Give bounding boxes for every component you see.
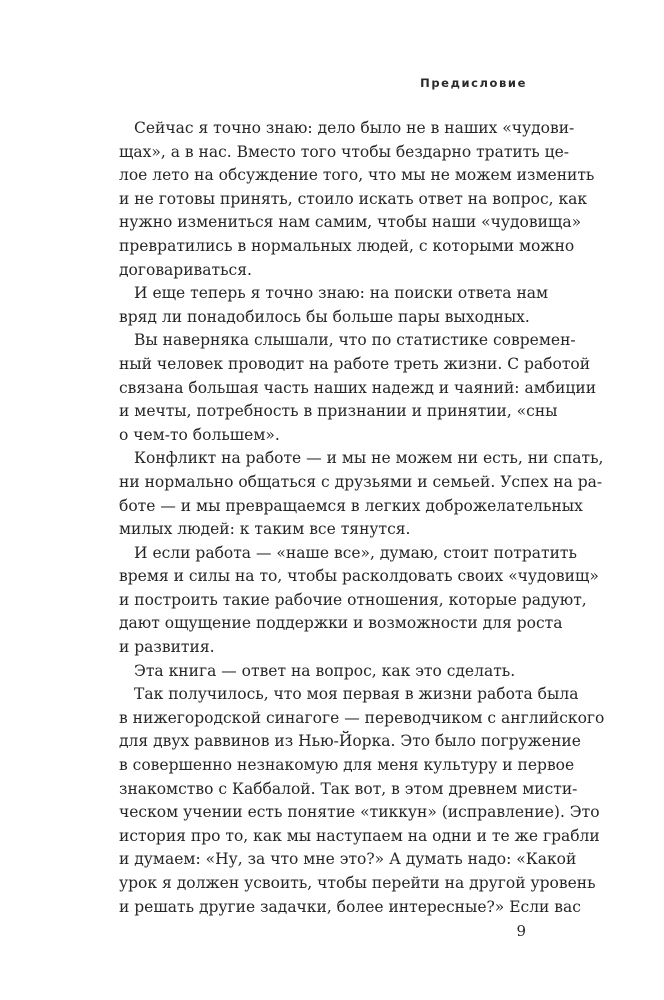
text-line: Вы наверняка слышали, что по статистике современ- [134, 331, 576, 350]
text-line: милых людей: к таким все тянутся. [119, 520, 411, 539]
text-line: Сейчас я точно знаю: дело было не в наших «чудови- [134, 119, 575, 137]
text-line: и решать другие задачки, более интересные?» Если вас [119, 897, 581, 916]
text-line: время и силы на то, чтобы расколдовать своих «чудовищ» [119, 567, 599, 586]
text-line: боте — и мы превращаемся в легких доброжелательных [119, 496, 583, 515]
text-line: дают ощущение поддержки и возможности для роста [119, 614, 563, 633]
text-line: и не готовы принять, стоило искать ответ на вопрос, как [119, 189, 588, 208]
text-line: щах», а в нас. Вместо того чтобы бездарно тратить це- [119, 142, 570, 161]
body-text [119, 117, 605, 919]
text-line: связана большая часть наших надежд и чаяний: амбиции [119, 378, 597, 397]
text-line: ческом учении есть понятие «тиккун» (исправление). Это [119, 803, 600, 822]
text-line: лое лето на обсуждение того, что мы не можем изменить [119, 166, 595, 185]
text-line: ный человек проводит на работе треть жизни. С работой [119, 354, 591, 373]
text-line: в совершенно незнакомую для меня культуру и первое [119, 756, 575, 775]
text-line: о чем-то большем». [119, 425, 280, 444]
text-line: нужно измениться нам самим, чтобы наши «чудовища» [119, 213, 582, 232]
text-line: и построить такие рабочие отношения, которые радуют, [119, 590, 587, 609]
text-line: для двух раввинов из Нью-Йорка. Это было погружение [119, 732, 581, 751]
text-line: и мечты, потребность в признании и принятии, «сны [119, 402, 558, 421]
text-line: вряд ли понадобилось бы больше пары выходных. [119, 307, 530, 326]
text-line: Эта книга — ответ на вопрос, как это сделать. [134, 661, 516, 680]
text-line: И если работа — «наше все», думаю, стоит потратить [134, 543, 577, 562]
text-line: урок я должен усвоить, чтобы перейти на другой уровень [119, 874, 596, 892]
page-number: 9 [516, 922, 526, 940]
text-line: в нижегородской синагоге — переводчиком с английского [119, 708, 605, 727]
text-line: договариваться. [119, 260, 252, 279]
text-line: Так получилось, что моя первая в жизни работа была [134, 685, 579, 704]
text-line: И еще теперь я точно знаю: на поиски ответа нам [134, 284, 549, 303]
text-line: Конфликт на работе — и мы не можем ни есть, ни спать, [134, 449, 604, 468]
text-line: ни нормально общаться с друзьями и семьей. Успех на ра- [119, 472, 603, 491]
text-line: превратились в нормальных людей, с которыми можно [119, 236, 575, 255]
text-line: и развития. [119, 638, 215, 657]
text-line: история про то, как мы наступаем на одни и те же грабли [119, 826, 600, 845]
text-line: знакомство с Каббалой. Так вот, в этом древнем мисти- [119, 779, 578, 798]
text-line: и думаем: «Ну, за что мне это?» А думать надо: «Какой [119, 850, 577, 869]
running-header-title: Предисловие [420, 76, 527, 90]
